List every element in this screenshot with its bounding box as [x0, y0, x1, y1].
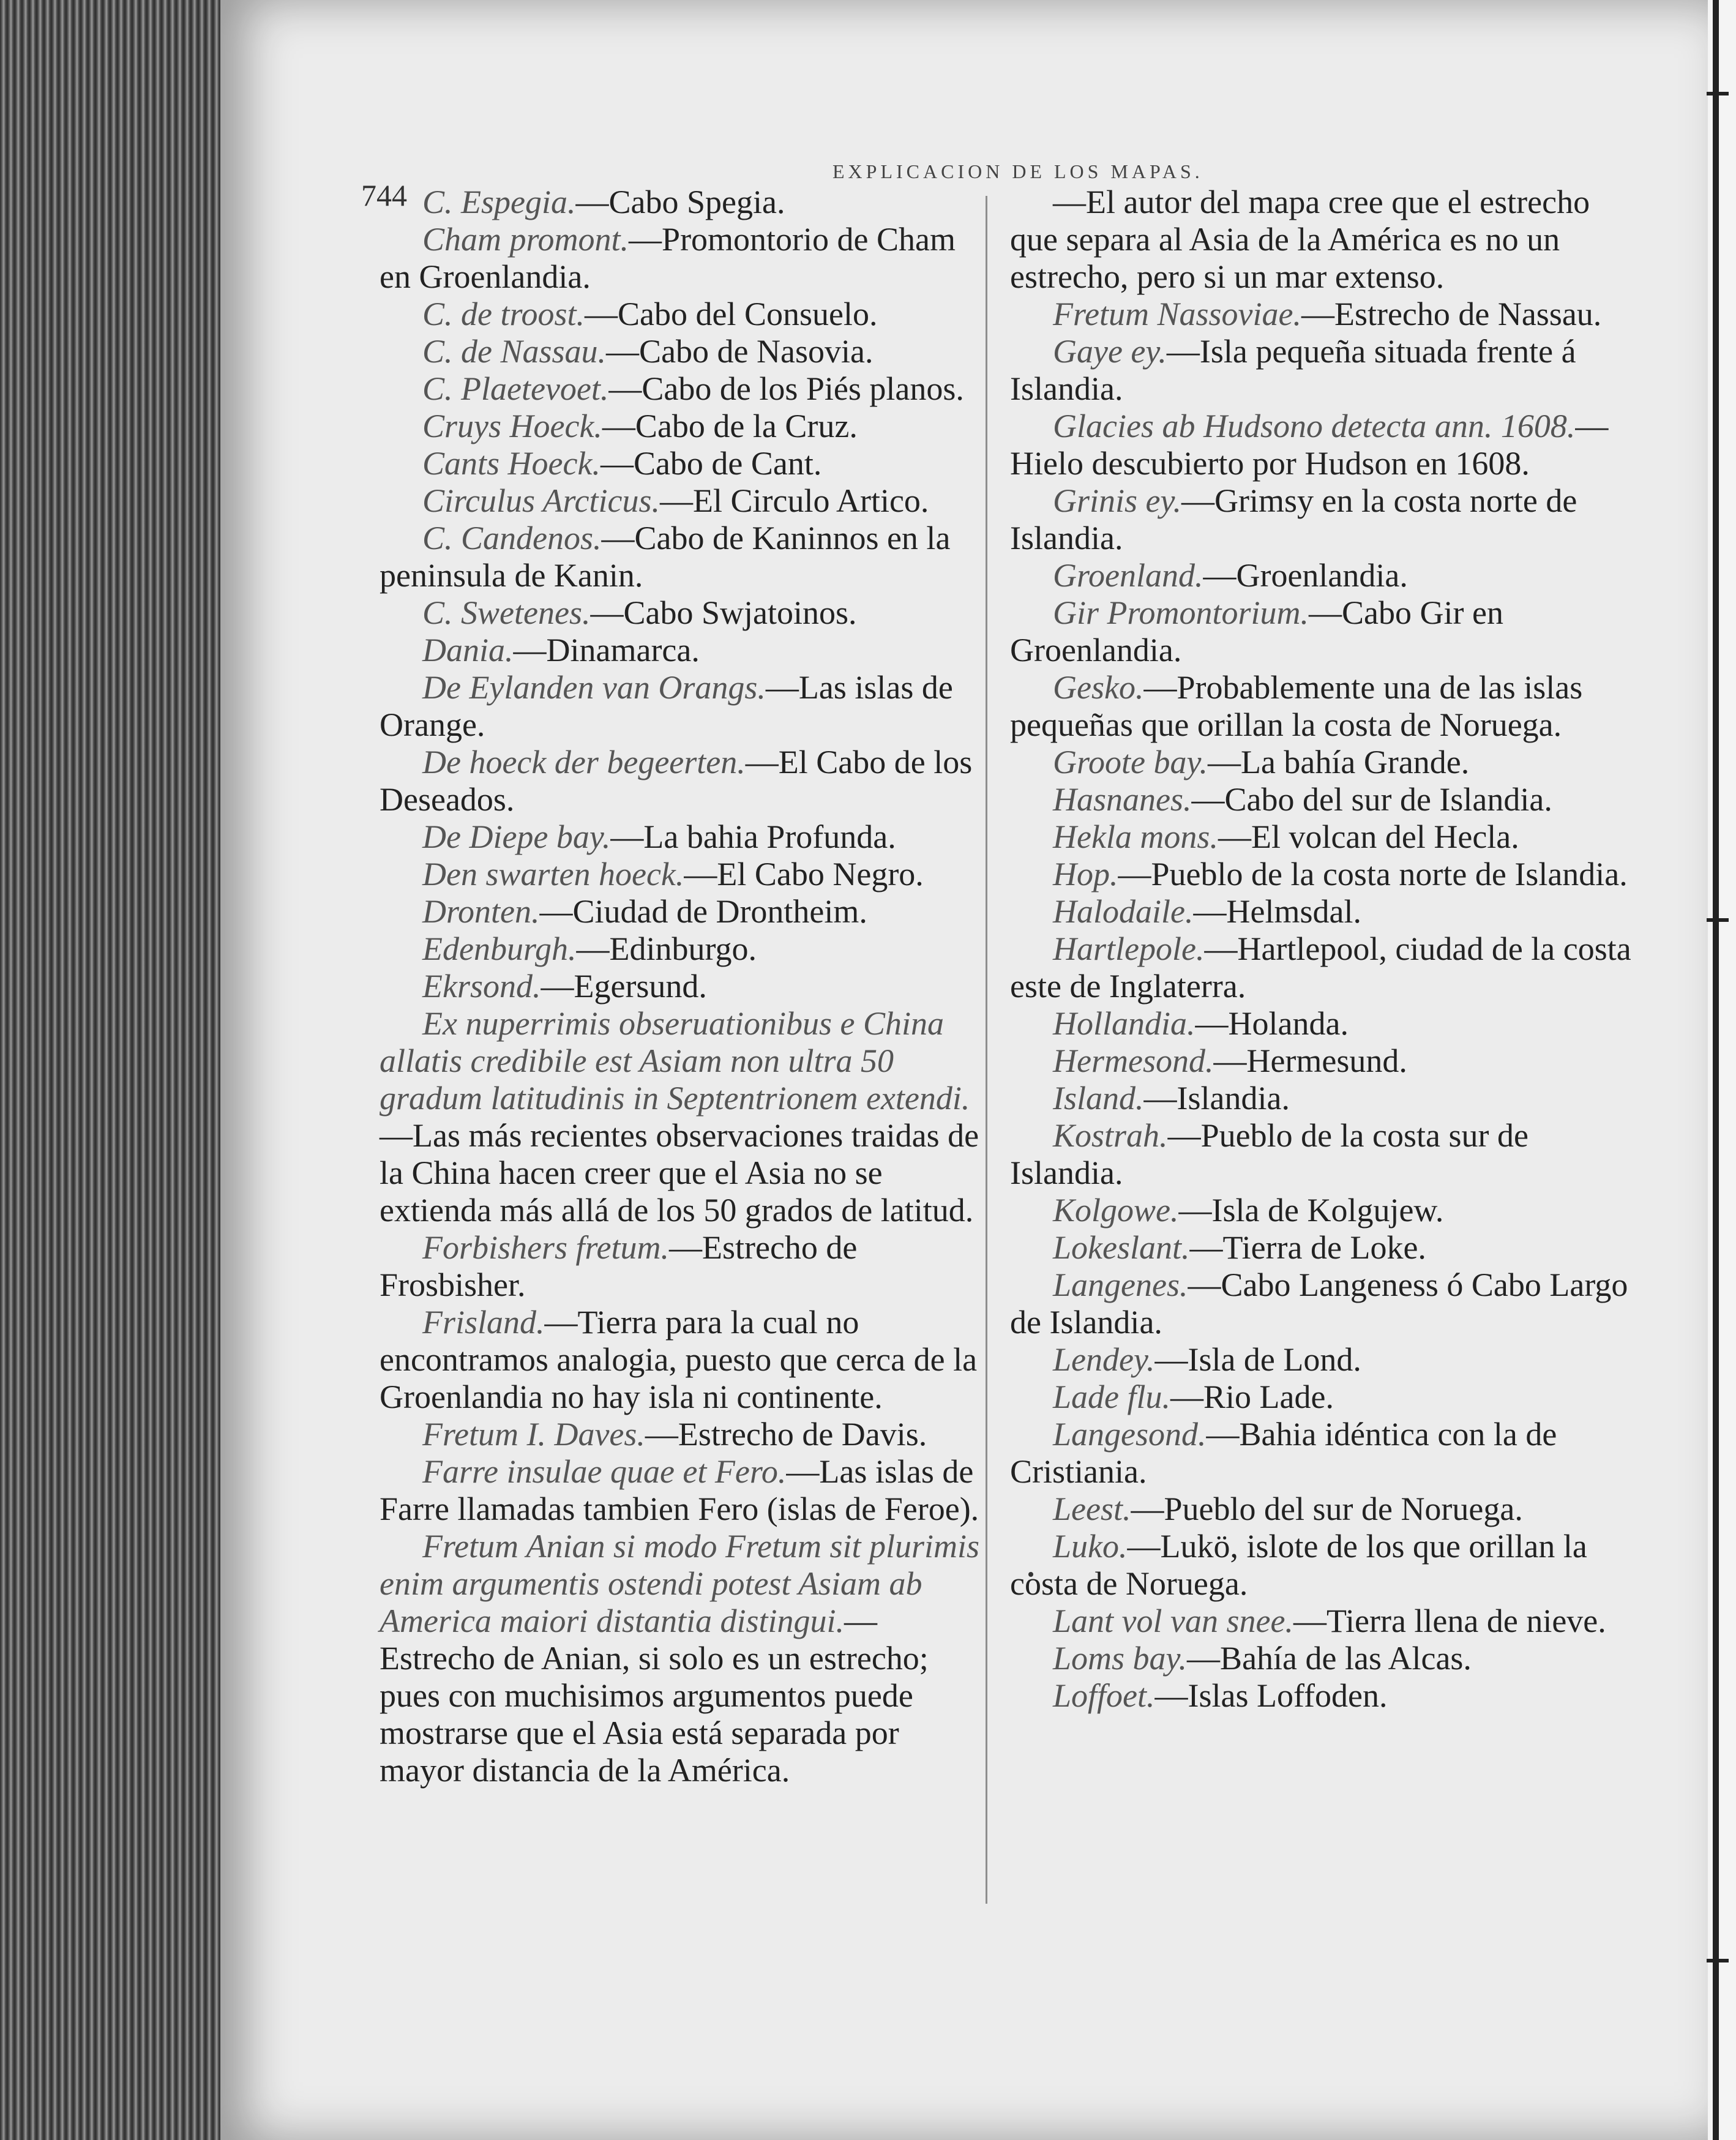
glossary-entry: [380, 1229, 992, 1304]
entry-term: De Eylanden van Orangs.: [422, 669, 766, 706]
glossary-entry: [380, 856, 992, 893]
glossary-entry: [1010, 482, 1634, 557]
entry-term: Frisland.: [422, 1304, 545, 1341]
glossary-entry: [1010, 856, 1634, 893]
entry-gloss: —Cabo de Kaninnos en la peninsula de Kanin.: [380, 520, 951, 594]
entry-term: Lokeslant.: [1053, 1229, 1190, 1266]
entry-gloss: —Cabo Langeness ó Cabo Largo de Islandia.: [1010, 1266, 1628, 1341]
glossary-entry: [1010, 557, 1634, 594]
entry-gloss: —Cabo del Consuelo.: [585, 296, 878, 332]
entry-gloss: —Probablemente una de las islas pequeñas que orillan la costa de Noruega.: [1010, 669, 1583, 743]
right-edge-bar: [1713, 0, 1719, 2140]
glossary-entry: [1010, 1528, 1634, 1603]
entry-term: Glacies ab Hudsono detecta ann. 1608.: [1053, 408, 1576, 444]
entry-gloss: —Islandia.: [1143, 1080, 1290, 1117]
entry-term: C. Candenos.: [422, 520, 602, 556]
glossary-entry: [380, 408, 992, 445]
entry-gloss: —Estrecho de Nassau.: [1301, 296, 1602, 332]
glossary-entry: [1010, 1192, 1634, 1229]
entry-gloss: —Cabo del sur de Islandia.: [1191, 781, 1552, 818]
glossary-entry: [380, 482, 992, 520]
entry-term: Groote bay.: [1053, 744, 1208, 780]
entry-gloss: —Hartlepool, ciudad de la costa este de Inglaterra.: [1010, 930, 1631, 1005]
edge-tick: [1707, 1959, 1729, 1962]
glossary-entry: [1010, 893, 1634, 930]
glossary-entry: [1010, 1080, 1634, 1117]
entry-term: De hoeck der begeerten.: [422, 744, 746, 780]
entry-term: Gir Promontorium.: [1053, 594, 1309, 631]
glossary-entry: [380, 818, 992, 856]
entry-gloss: —Helmsdal.: [1193, 893, 1361, 930]
entry-term: Cruys Hoeck.: [422, 408, 602, 444]
entry-gloss: —La bahia Profunda.: [610, 818, 896, 855]
entry-gloss: —Promontorio de Cham en Groenlandia.: [380, 221, 956, 295]
entry-gloss: —Ciudad de Drontheim.: [539, 893, 867, 930]
edge-tick: [1707, 92, 1729, 95]
entry-term: Hekla mons.: [1053, 818, 1218, 855]
glossary-entry: [380, 594, 992, 632]
entry-term: Cants Hoeck.: [422, 445, 600, 482]
entry-gloss: —Tierra de Loke.: [1189, 1229, 1426, 1266]
entry-gloss: —El volcan del Hecla.: [1218, 818, 1519, 855]
entry-term: Forbishers fretum.: [422, 1229, 669, 1266]
glossary-entry: [1010, 1229, 1634, 1266]
entry-gloss: —Edinburgo.: [576, 930, 757, 967]
glossary-entry: [380, 333, 992, 370]
entry-term: Gaye ey.: [1053, 333, 1167, 370]
entry-gloss: —El Cabo de los Deseados.: [380, 744, 973, 818]
entry-term: Langenes.: [1053, 1266, 1188, 1303]
entry-term: Ex nuperrimis obseruationibus e China allatis credibile est Asiam non ultra 50 gradum latitudinis in Septentrionem extendi.: [380, 1005, 970, 1117]
glossary-entry: [380, 632, 992, 669]
entry-term: Luko.: [1053, 1528, 1128, 1565]
entry-gloss: —Rio Lade.: [1170, 1379, 1334, 1415]
glossary-entry: [380, 968, 992, 1005]
entry-term: Hasnanes.: [1053, 781, 1192, 818]
entry-gloss: —Las más recientes observaciones traidas de la China hacen creer que el Asia no se extienda más allá de los 50 grados de latitud.: [380, 1117, 979, 1229]
entry-term: Grinis ey.: [1053, 482, 1181, 519]
glossary-entry: [1010, 1677, 1634, 1715]
glossary-entry: [1010, 1117, 1634, 1192]
entry-gloss: —Tierra para la cual no encontramos analogia, puesto que cerca de la Groenlandia no hay isla ni continente.: [380, 1304, 978, 1415]
glossary-entry: [1010, 184, 1634, 296]
entry-term: Cham promont.: [422, 221, 629, 258]
entry-gloss: —El autor del mapa cree que el estrecho que separa al Asia de la América es no un estrecho, pero si un mar extenso.: [1010, 184, 1590, 295]
entry-term: Lendey.: [1053, 1341, 1155, 1378]
glossary-entry: [380, 1005, 992, 1229]
glossary-entry: [380, 184, 992, 221]
entry-term: Hartlepole.: [1053, 930, 1205, 967]
entry-term: Groenland.: [1053, 557, 1203, 594]
entry-term: Hop.: [1053, 856, 1118, 892]
glossary-entry: [1010, 818, 1634, 856]
entry-term: C. Plaetevoet.: [422, 370, 609, 407]
entry-gloss: —Isla pequeña situada frente á Islandia.: [1010, 333, 1576, 407]
entry-term: De Diepe bay.: [422, 818, 611, 855]
glossary-entry: [380, 1453, 992, 1528]
right-column: [1010, 184, 1634, 1715]
edge-tick: [1707, 918, 1729, 922]
glossary-entry: [380, 1304, 992, 1416]
entry-gloss: —Isla de Lond.: [1154, 1341, 1361, 1378]
left-column: [380, 184, 992, 1789]
entry-term: C. de troost.: [422, 296, 585, 332]
glossary-entry: [1010, 1416, 1634, 1491]
entry-gloss: —Tierra llena de nieve.: [1293, 1603, 1606, 1639]
entry-term: Den swarten hoeck.: [422, 856, 684, 892]
entry-gloss: —Hermesund.: [1213, 1042, 1407, 1079]
glossary-entry: [380, 520, 992, 594]
glossary-entry: [1010, 1042, 1634, 1080]
glossary-entry: [380, 296, 992, 333]
glossary-entry: [1010, 296, 1634, 333]
glossary-entry: [1010, 781, 1634, 818]
glossary-entry: [380, 893, 992, 930]
right-page-margin: [1708, 0, 1736, 2140]
entry-term: Circulus Arcticus.: [422, 482, 660, 519]
glossary-entry: [380, 1528, 992, 1789]
glossary-entry: [1010, 1603, 1634, 1640]
entry-gloss: —Dinamarca.: [513, 632, 700, 668]
entry-term: Dronten.: [422, 893, 540, 930]
glossary-entry: [1010, 408, 1634, 482]
entry-term: Fretum I. Daves.: [422, 1416, 645, 1453]
glossary-entry: [1010, 594, 1634, 669]
glossary-entry: [1010, 1491, 1634, 1528]
entry-gloss: —Cabo de Cant.: [600, 445, 822, 482]
entry-gloss: —Cabo de Nasovia.: [606, 333, 874, 370]
entry-term: Fretum Anian si modo Fretum sit plurimis enim argumentis ostendi potest Asiam ab America maiori distantia distingui.: [380, 1528, 980, 1639]
entry-term: Dania.: [422, 632, 514, 668]
entry-gloss: —Isla de Kolgujew.: [1178, 1192, 1444, 1229]
glossary-entry: [380, 370, 992, 408]
entry-gloss: —Groenlandia.: [1203, 557, 1408, 594]
entry-term: Leest.: [1053, 1491, 1131, 1527]
entry-gloss: —Cabo de los Piés planos.: [608, 370, 964, 407]
entry-term: Langesond.: [1053, 1416, 1207, 1453]
entry-term: Farre insulae quae et Fero.: [422, 1453, 787, 1490]
entry-term: Hermesond.: [1053, 1042, 1214, 1079]
entry-gloss: —Egersund.: [541, 968, 707, 1005]
entry-term: Lade flu.: [1053, 1379, 1171, 1415]
entry-gloss: —Pueblo de la costa norte de Islandia.: [1118, 856, 1628, 892]
entry-gloss: —La bahía Grande.: [1207, 744, 1470, 780]
entry-gloss: —El Circulo Artico.: [660, 482, 929, 519]
entry-term: C. Swetenes.: [422, 594, 591, 631]
entry-gloss: —Bahia idéntica con la de Cristiania.: [1010, 1416, 1557, 1490]
glossary-entry: [1010, 1341, 1634, 1379]
running-head: EXPLICACION DE LOS MAPAS.: [832, 160, 1203, 182]
entry-term: C. de Nassau.: [422, 333, 607, 370]
entry-term: Loms bay.: [1053, 1640, 1188, 1677]
entry-gloss: —Grimsy en la costa norte de Islandia.: [1010, 482, 1577, 556]
glossary-entry: [380, 445, 992, 482]
entry-gloss: —Cabo Spegia.: [575, 184, 785, 220]
entry-term: Island.: [1053, 1080, 1144, 1117]
entry-gloss: —Cabo Gir en Groenlandia.: [1010, 594, 1503, 668]
glossary-entry: [1010, 333, 1634, 408]
entry-gloss: —Hielo descubierto por Hudson en 1608.: [1010, 408, 1609, 482]
entry-gloss: —Pueblo del sur de Noruega.: [1131, 1491, 1523, 1527]
entry-gloss: —Lukö, islote de los que orillan la costa de Noruega.: [1010, 1528, 1587, 1602]
glossary-entry: [380, 744, 992, 818]
entry-term: Lant vol van snee.: [1053, 1603, 1293, 1639]
entry-term: Kolgowe.: [1053, 1192, 1179, 1229]
entry-gloss: —Cabo Swjatoinos.: [590, 594, 857, 631]
glossary-entry: [1010, 669, 1634, 744]
glossary-entry: [380, 221, 992, 296]
page-number: 744: [361, 178, 407, 212]
entry-gloss: —Islas Loffoden.: [1154, 1677, 1388, 1714]
glossary-entry: [1010, 1005, 1634, 1042]
entry-gloss: —Pueblo de la costa sur de Islandia.: [1010, 1117, 1528, 1191]
glossary-entry: [1010, 930, 1634, 1005]
entry-gloss: —Holanda.: [1195, 1005, 1349, 1042]
entry-term: Halodaile.: [1053, 893, 1194, 930]
entry-term: Loffoet.: [1053, 1677, 1155, 1714]
entry-term: C. Espegia.: [422, 184, 576, 220]
glossary-entry: [1010, 1266, 1634, 1341]
entry-term: Edenburgh.: [422, 930, 577, 967]
glossary-entry: [1010, 1379, 1634, 1416]
entry-gloss: —Las islas de Farre llamadas tambien Fero (islas de Feroe).: [380, 1453, 979, 1527]
glossary-entry: [380, 669, 992, 744]
glossary-entry: [380, 1416, 992, 1453]
entry-gloss: —Estrecho de Davis.: [645, 1416, 927, 1453]
entry-term: Kostrah.: [1053, 1117, 1168, 1154]
glossary-entry: [1010, 1640, 1634, 1677]
glossary-entry: [1010, 744, 1634, 781]
entry-gloss: —El Cabo Negro.: [684, 856, 924, 892]
entry-gloss: —Estrecho de Anian, si solo es un estrecho; pues con muchisimos argumentos puede mostrarse que el Asia está separada por mayor distancia de la América.: [380, 1603, 929, 1789]
entry-gloss: —Las islas de Orange.: [380, 669, 953, 743]
entry-term: Gesko.: [1053, 669, 1144, 706]
entry-gloss: —Bahía de las Alcas.: [1187, 1640, 1472, 1677]
glossary-entry: [380, 930, 992, 968]
entry-gloss: —Estrecho de Frosbisher.: [380, 1229, 858, 1303]
entry-term: Fretum Nassoviae.: [1053, 296, 1301, 332]
entry-term: Hollandia.: [1053, 1005, 1195, 1042]
entry-term: Ekrsond.: [422, 968, 541, 1005]
entry-gloss: —Cabo de la Cruz.: [602, 408, 858, 444]
